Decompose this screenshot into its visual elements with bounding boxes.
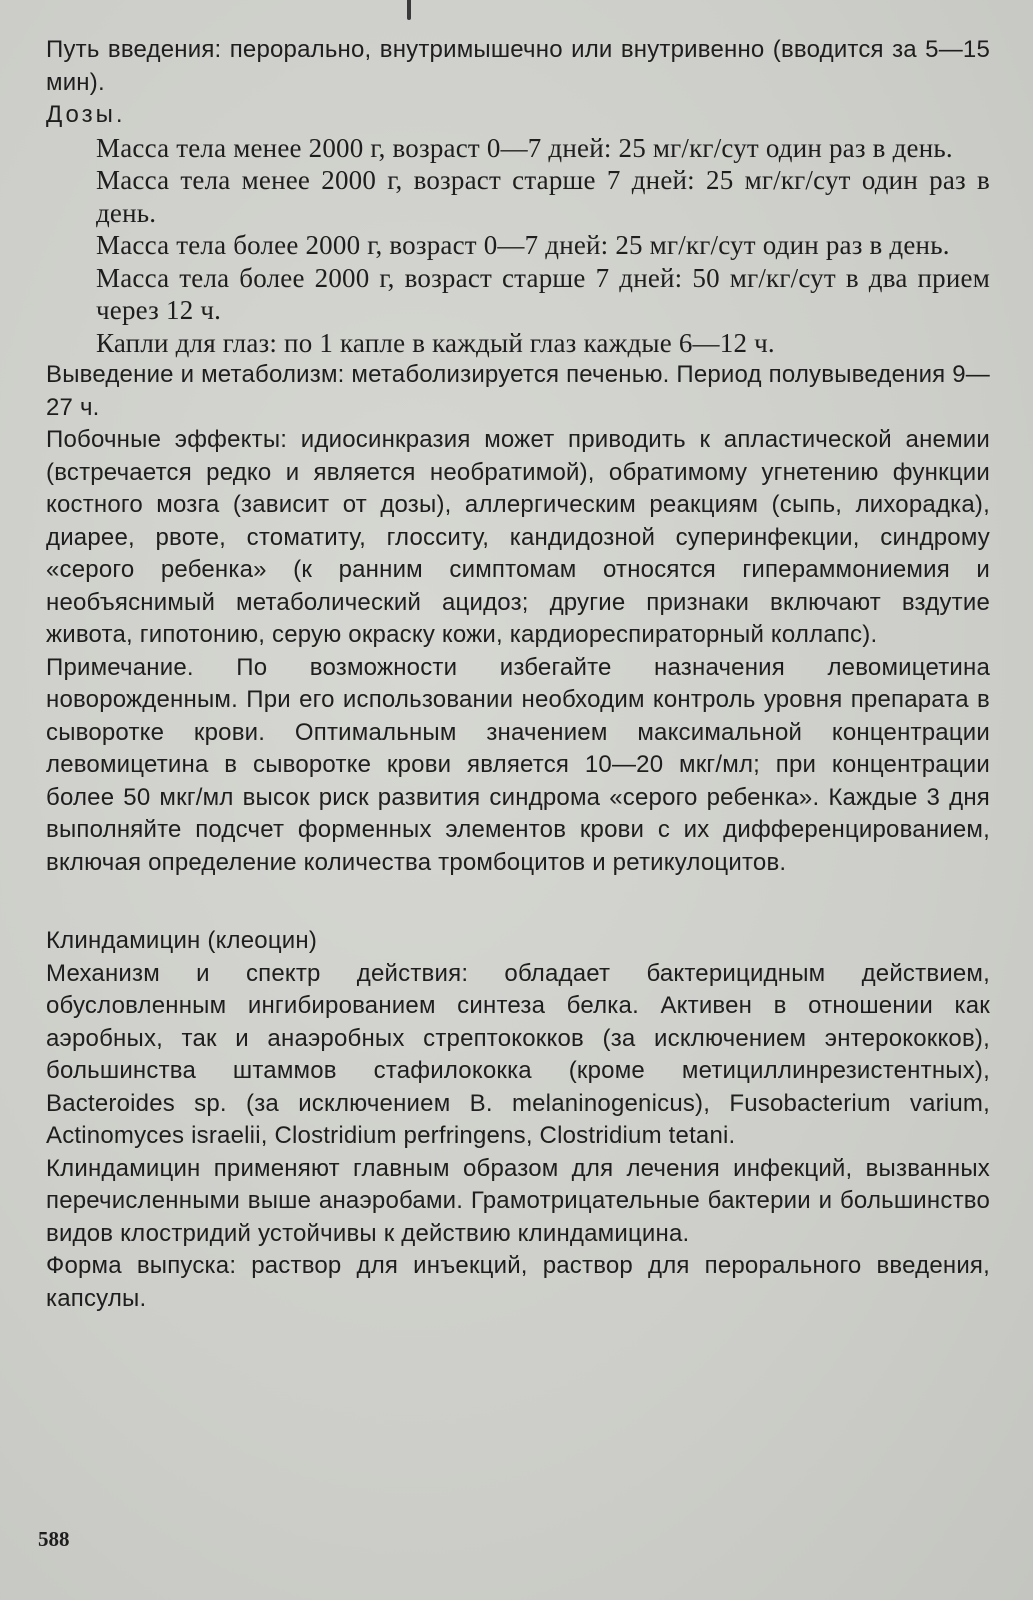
form-paragraph: Форма выпуска: раствор для инъекций, раствор для перорального введения, капсулы. xyxy=(46,1252,990,1312)
dose-item: Масса тела менее 2000 г, возраст старше 7 дней: 25 мг/кг/сут один раз в день. xyxy=(96,165,990,228)
section-gap xyxy=(46,879,990,925)
route-paragraph: Путь введения: перорально, внутримышечно или внутривенно (вводится за 5—15 мин). xyxy=(46,36,990,96)
side-effects-paragraph: Побочные эффекты: идиосинкразия может приводить к апластической анемии (встречается редко и является необратимой), обратимому угнетению функции костного мозга (зависит от дозы), аллергическим реакциям (сыпь, лихорадка), диарее, рвоте, стоматиту, глосситу, кандидозной суперинфекции, синдрому «серого ребенка» (к ранним симптомам относятся гипераммониемия и необъяснимый метаболический ацидоз; другие признаки включают вздутие живота, гипотонию, серую окраску кожи, кардиореспираторный коллапс). xyxy=(46,426,990,648)
drug-heading: Клиндамицин (клеоцин) xyxy=(46,927,318,954)
dose-item: Масса тела более 2000 г, возраст старше 7 дней: 50 мг/кг/сут в два прием через 12 ч. xyxy=(96,262,990,325)
elimination-paragraph: Выведение и метаболизм: метаболизируется печенью. Период полувыведения 9—27 ч. xyxy=(46,361,990,421)
dose-item: Капли для глаз: по 1 капле в каждый глаз каждые 6—12 ч. xyxy=(96,327,775,358)
doses-heading: Дозы. xyxy=(46,101,126,128)
page-number: 588 xyxy=(38,1527,70,1551)
note-paragraph: Примечание. По возможности избегайте назначения левомицетина новорожденным. При его использовании необходим контроль уровня препарата в сыворотке крови. Оптимальным значением максимальной концентрации левомицетина в сыворотке крови является 10—20 мкг/мл; при концентрации более 50 мкг/мл высок риск развития синдрома «серого ребенка». Каждые 3 дня выполняйте подсчет форменных элементов крови с их дифференцированием, включая определение количества тромбоцитов и ретикулоцитов. xyxy=(46,653,990,876)
page-content xyxy=(46,34,990,1315)
mechanism-paragraph: Механизм и спектр действия: обладает бактерицидным действием, обусловленным ингибированием синтеза белка. Активен в отношении как аэробных, так и анаэробных стрептококков (за исключением энтерококков), большинства штаммов стафилококка (кроме метициллинрезистентных), Bacteroides sp. (за исключением B. melaninogenicus), Fusobacterium varium, Actinomyces israelii, Clostridium perfringens, Clostridium tetani. xyxy=(46,959,990,1149)
usage-paragraph: Клиндамицин применяют главным образом для лечения инфекций, вызванных перечисленными выше анаэробами. Грамотрицательные бактерии и большинство видов клостридий устойчивы к действию клиндамицина. xyxy=(46,1154,990,1247)
dose-item: Масса тела более 2000 г, возраст 0—7 дней: 25 мг/кг/сут один раз в день. xyxy=(96,230,950,260)
dose-item: Масса тела менее 2000 г, возраст 0—7 дней: 25 мг/кг/сут один раз в день. xyxy=(96,132,953,163)
scan-mark xyxy=(407,0,411,20)
